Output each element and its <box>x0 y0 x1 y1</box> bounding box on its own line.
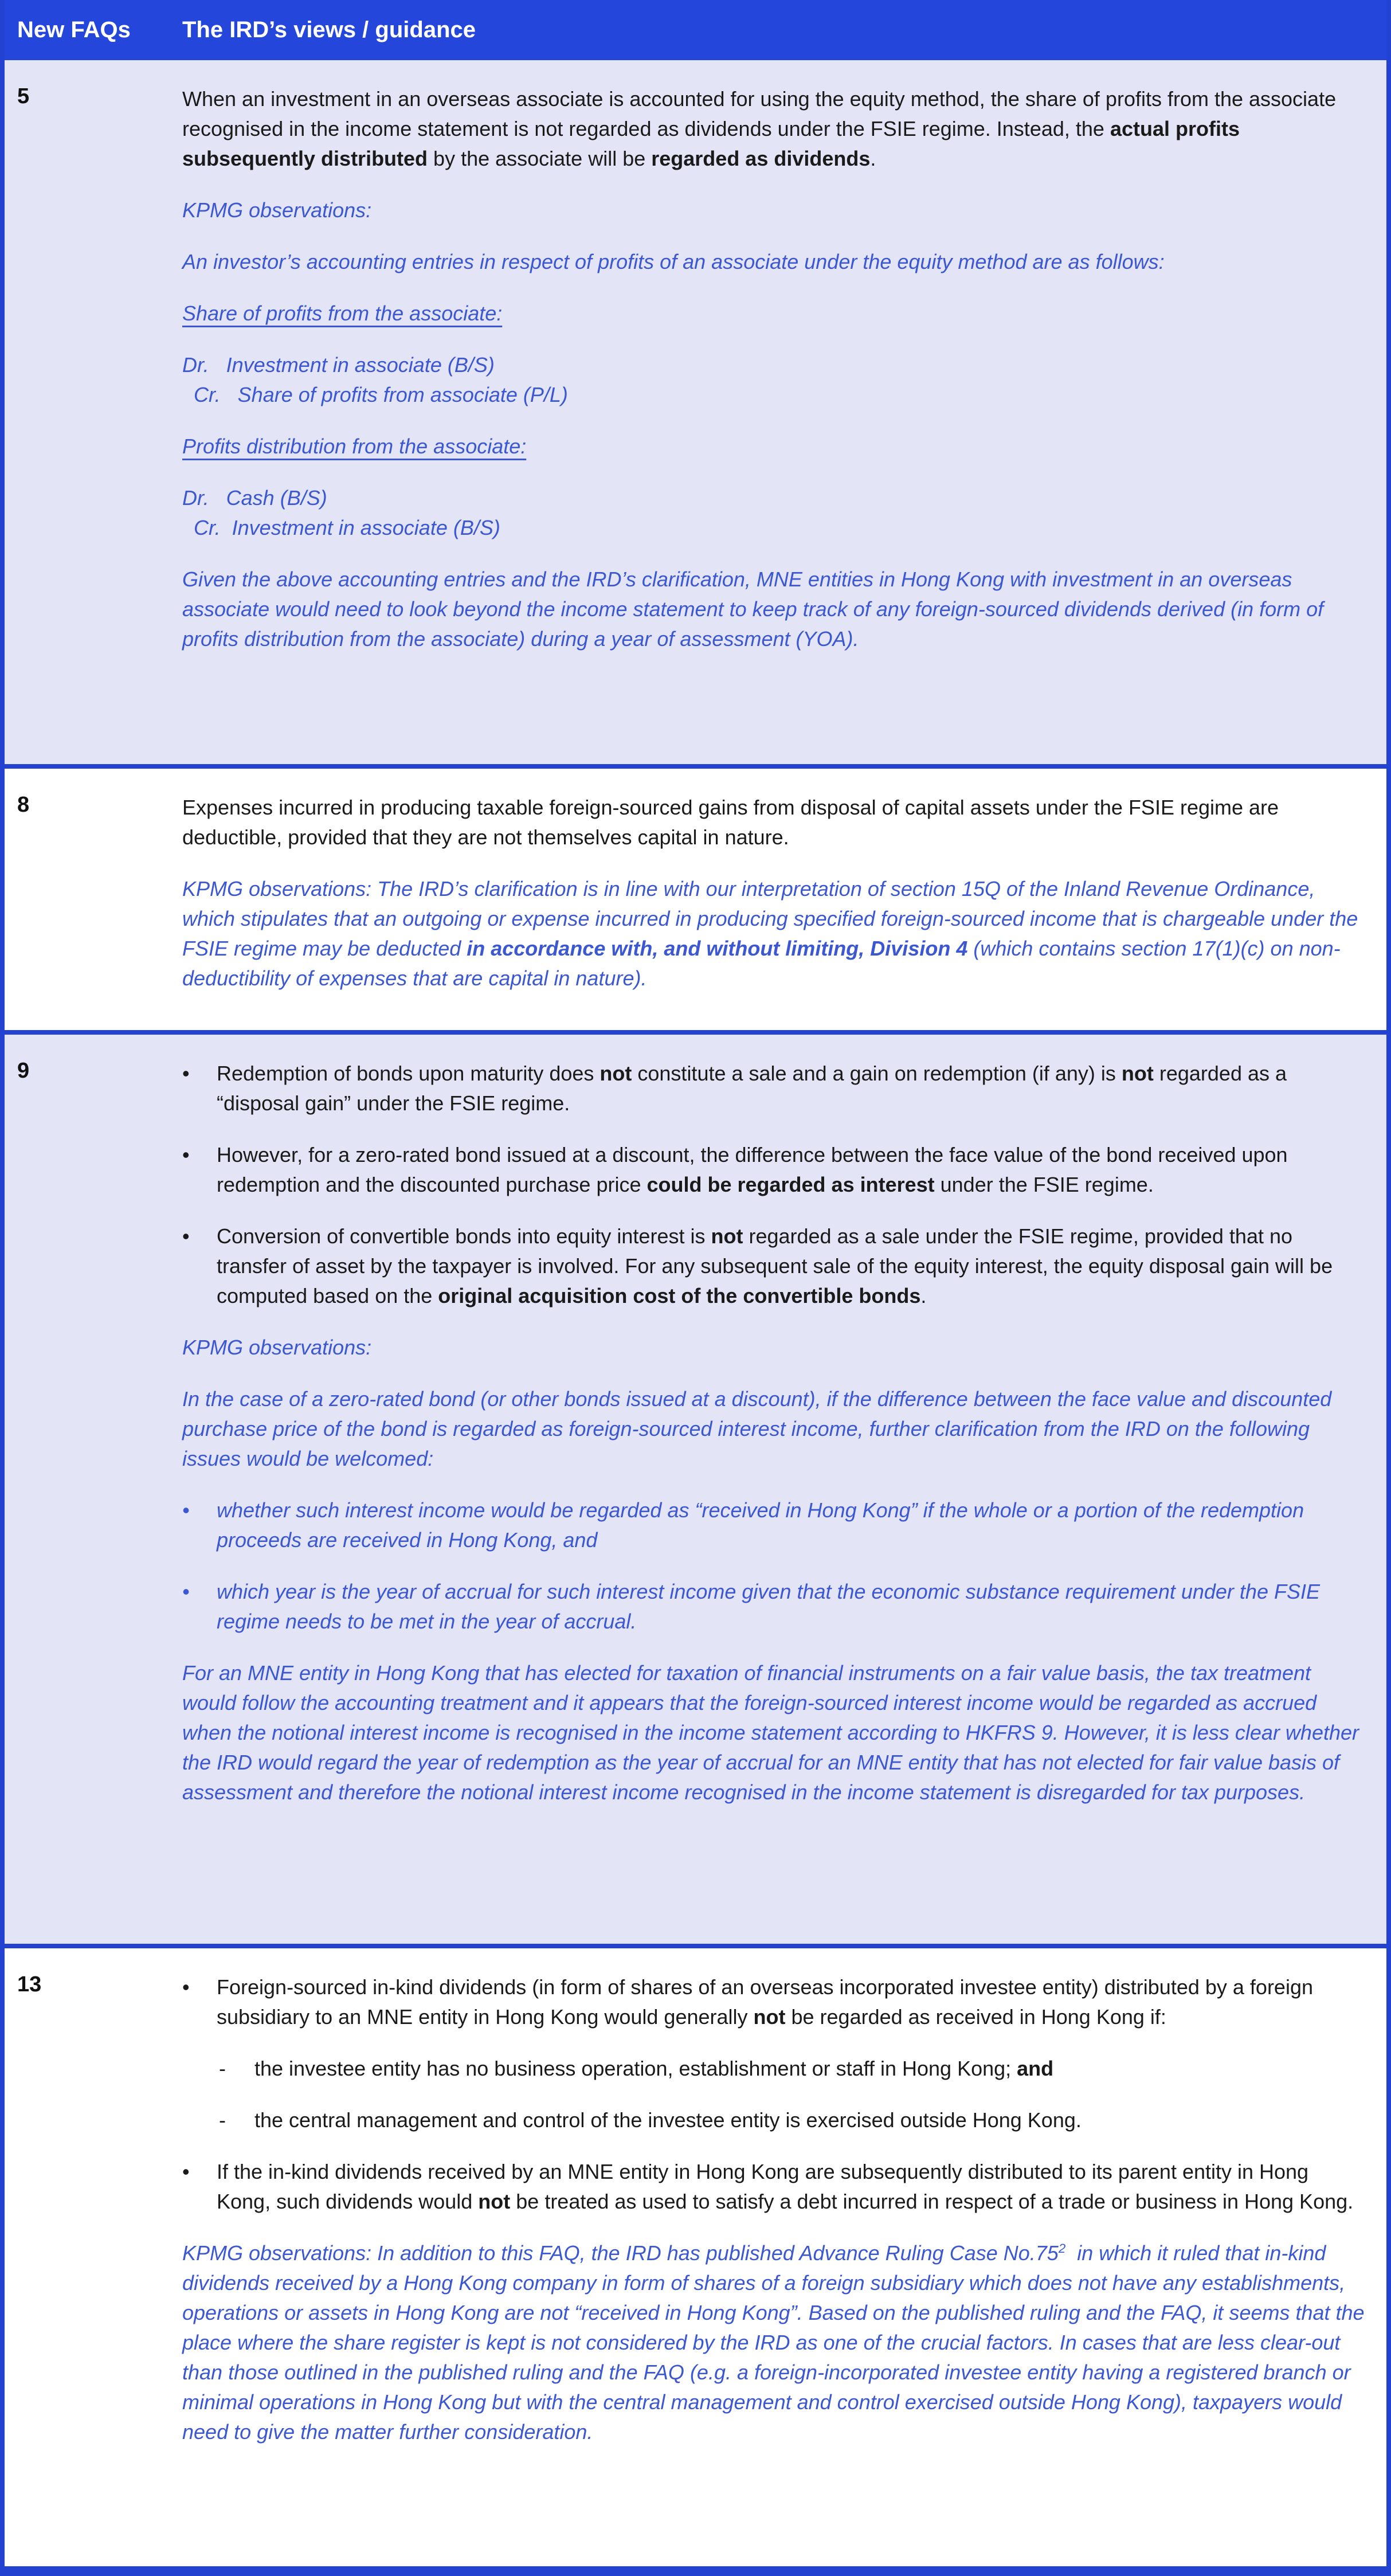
bullet-icon: • <box>182 2160 190 2183</box>
paragraph: Dr. Cash (B/S) Cr. Investment in associate (B/S) <box>182 486 500 539</box>
bullet-item <box>182 1972 1367 2032</box>
paragraph-text: the central management and control of the investee entity is exercised outside Hong Kong. <box>254 2108 1082 2132</box>
paragraph-text: Redemption of bonds upon maturity does not constitute a sale and a gain on redemption (if any) is not regarded as a “disposal gain” under the FSIE regime. <box>217 1062 1287 1115</box>
guidance-cell <box>170 1035 1386 1944</box>
bullet-item <box>182 2157 1367 2217</box>
paragraph: KPMG observations: In addition to this FAQ, the IRD has published Advance Ruling Case $No.75^2$ in which it ruled that in-kind dividends received by a Hong Kong company in form of shares of a foreign subsidiary which does not have any establishments, operations or assets in Hong Kong are not “received in Hong Kong”. Based on the published ruling and the FAQ, it seems that the place where the share register is kept is not considered by the IRD as one of the crucial factors. In cases that are less clear-out than those outlined in the published ruling and the FAQ (e.g. a foreign-incorporated investee entity having a registered branch or minimal operations in Hong Kong but with the central management and control exercised outside Hong Kong), taxpayers would need to give the matter further consideration. <box>182 2241 1365 2444</box>
paragraph: Expenses incurred in producing taxable foreign-sourced gains from disposal of capital assets under the FSIE regime are deductible, provided that they are not themselves capital in nature. <box>182 796 1279 849</box>
guidance-cell <box>170 1948 1386 2554</box>
paragraph-text: However, for a zero-rated bond issued at a discount, the difference between the face value of the bond received upon redemption and the discounted purchase price could be regarded as interest under the FSIE regime. <box>217 1143 1288 1196</box>
table-header <box>5 0 1386 60</box>
paragraph-text: Foreign-sourced in-kind dividends (in form of shares of an overseas incorporated investee entity) distributed by a foreign subsidiary to an MNE entity in Hong Kong would generally not be regarded as received in Hong Kong if: <box>217 1975 1313 2029</box>
footnote-ref: 2 <box>1058 2241 1066 2256</box>
bullet-item <box>182 1140 1367 1200</box>
dash-item <box>182 2105 1367 2135</box>
dash-item <box>182 2054 1367 2084</box>
bullet-icon: • <box>182 1062 190 1085</box>
paragraph: Share of profits from the associate: <box>182 302 503 325</box>
bullet-item <box>182 1577 1367 1637</box>
faq-row-9 <box>5 1030 1386 1944</box>
paragraph-text: Conversion of convertible bonds into equity interest is not regarded as a sale under the FSIE regime, provided that no transfer of asset by the taxpayer is involved. For any subsequent sale of the equity interest, the equity disposal gain will be computed based on the original acquisition cost of the convertible bonds. <box>217 1224 1333 1307</box>
paragraph-text: If the in-kind dividends received by an MNE entity in Hong Kong are subsequently distributed to its parent entity in Hong Kong, such dividends would not be treated as used to satisfy a debt incurred in respect of a trade or business in Hong Kong. <box>217 2160 1354 2213</box>
bullet-icon: • <box>182 1224 190 1248</box>
faq-number: 5 <box>17 84 30 108</box>
faq-row-13 <box>5 1944 1386 2554</box>
faq-row-5 <box>5 60 1386 764</box>
paragraph: KPMG observations: The IRD’s clarification is in line with our interpretation of section 15Q of the Inland Revenue Ordinance, which stipulates that an outgoing or expense incurred in producing specified foreign-sourced income that is chargeable under the FSIE regime may be deducted in accordance with, and without limiting, Division 4 (which contains section 17(1)(c) on non-deductibility of expenses that are capital in nature). <box>182 877 1358 990</box>
bullet-icon: • <box>182 1143 190 1166</box>
bullet-item <box>182 1496 1367 1555</box>
paragraph-text: whether such interest income would be regarded as “received in Hong Kong” if the whole or a portion of the redemption proceeds are received in Hong Kong, and <box>217 1498 1304 1552</box>
guidance-cell <box>170 769 1386 1030</box>
bullet-icon: • <box>182 1498 190 1522</box>
bullet-icon: • <box>182 1975 190 1999</box>
dash-icon: - <box>219 2108 226 2132</box>
dash-icon: - <box>219 2057 226 2080</box>
paragraph: When an investment in an overseas associate is accounted for using the equity method, the share of profits from the associate recognised in the income statement is not regarded as dividends under the FSIE regime. Instead, the actual profits subsequently distributed by the associate will be regarded as dividends. <box>182 87 1337 170</box>
paragraph: For an MNE entity in Hong Kong that has elected for taxation of financial instruments on a fair value basis, the tax treatment would follow the accounting treatment and it appears that the foreign-sourced interest income would be regarded as accrued when the notional interest income is recognised in the income statement according to HKFRS 9. However, it is less clear whether the IRD would regard the year of redemption as the year of accrual for an MNE entity that has not elected for fair value basis of assessment and therefore the notional interest income recognised in the income statement is disregarded for tax purposes. <box>182 1661 1359 1804</box>
paragraph: KPMG observations: <box>182 198 372 222</box>
guidance-cell <box>170 60 1386 764</box>
bullet-icon: • <box>182 1580 190 1603</box>
paragraph: Profits distribution from the associate: <box>182 434 527 458</box>
paragraph-text: which year is the year of accrual for such interest income given that the economic substance requirement under the FSIE regime needs to be met in the year of accrual. <box>217 1580 1320 1633</box>
paragraph: Given the above accounting entries and the IRD’s clarification, MNE entities in Hong Kong with investment in an overseas associate would need to look beyond the income statement to keep track of any foreign-sourced dividends derived (in form of profits distribution from the associate) during a year of assessment (YOA). <box>182 567 1324 651</box>
bullet-item <box>182 1059 1367 1118</box>
paragraph: Dr. Investment in associate (B/S) Cr. Share of profits from associate (P/L) <box>182 353 568 406</box>
header-col-guidance: The IRD’s views / guidance <box>182 17 476 42</box>
bullet-item <box>182 1222 1367 1311</box>
paragraph: KPMG observations: <box>182 1336 372 1359</box>
paragraph: An investor’s accounting entries in respect of profits of an associate under the equity method are as follows: <box>182 250 1165 273</box>
faq-number: 13 <box>17 1972 42 1996</box>
header-col-new-faqs: New FAQs <box>17 17 131 42</box>
faq-row-8 <box>5 764 1386 1030</box>
faq-number: 9 <box>17 1059 30 1083</box>
faq-number: 8 <box>17 793 30 817</box>
paragraph: In the case of a zero-rated bond (or other bonds issued at a discount), if the difference between the face value and discounted purchase price of the bond is regarded as foreign-sourced interest income, further clarification from the IRD on the following issues would be welcomed: <box>182 1387 1332 1470</box>
paragraph-text: the investee entity has no business operation, establishment or staff in Hong Kong; and <box>254 2057 1054 2080</box>
